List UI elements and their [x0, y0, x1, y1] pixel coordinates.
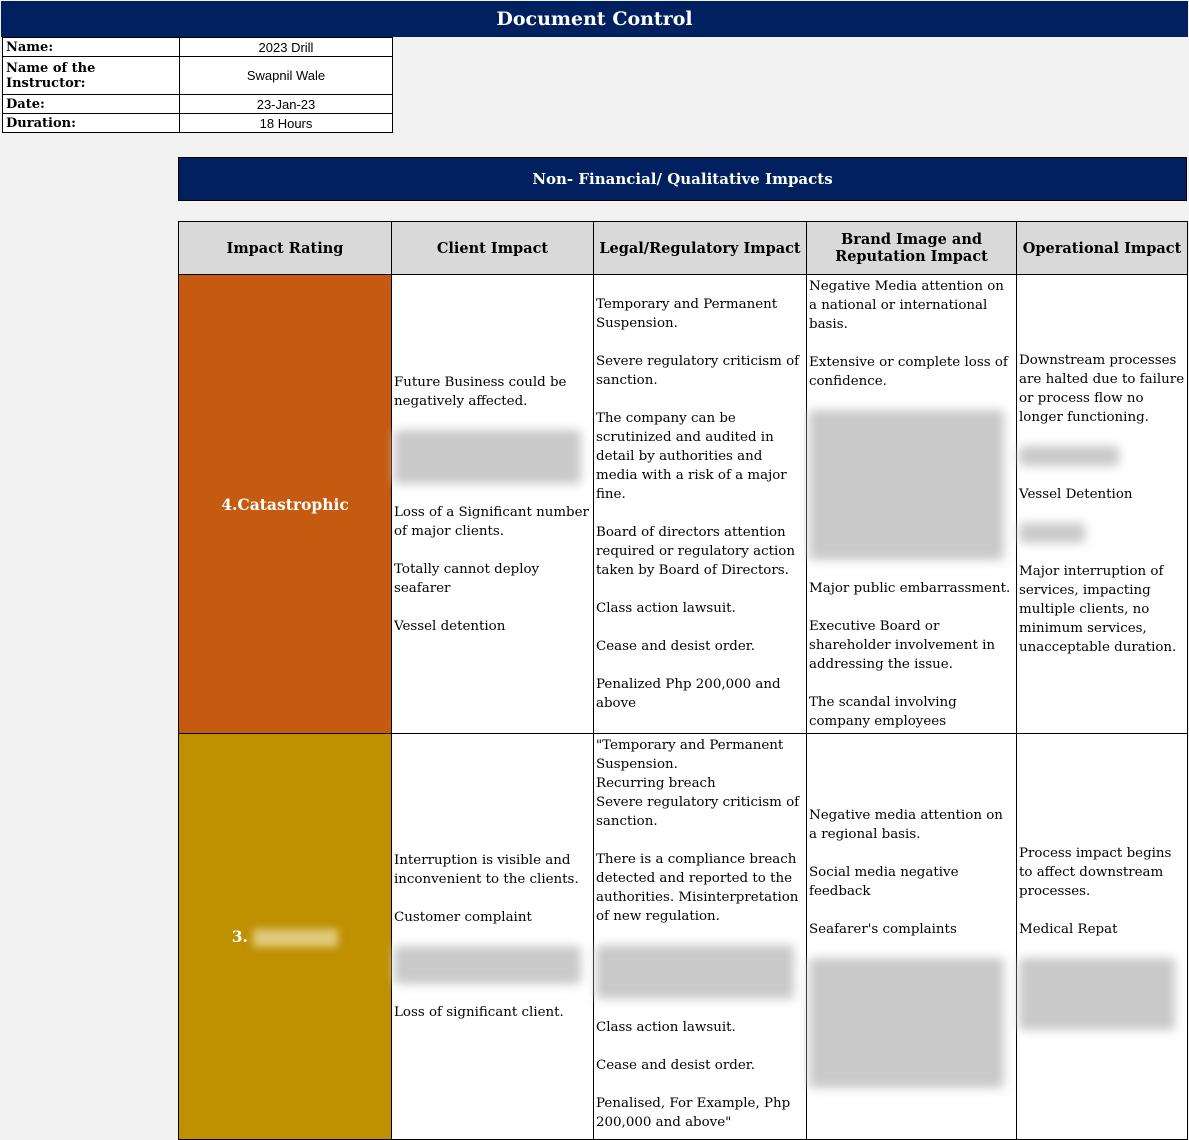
impact-text: Vessel detention	[394, 618, 506, 634]
redacted-text	[1019, 523, 1085, 543]
document-control-banner	[1, 1, 1188, 37]
impact-text: Process impact begins to affect downstream processes.	[1019, 846, 1172, 899]
info-label: Duration:	[3, 114, 180, 133]
impact-text: Downstream processes are halted due to failure or process flow no longer functioning.	[1019, 353, 1185, 425]
operational-impact-cell	[1017, 275, 1188, 734]
header-client-impact: Client Impact	[392, 222, 594, 275]
rating-cell	[179, 275, 392, 734]
impact-text: Major public embarrassment.	[809, 581, 1011, 596]
impact-text: Negative Media attention on a national or international basis.	[809, 279, 1004, 332]
redacted-text	[1019, 958, 1175, 1030]
header-impact-rating: Impact Rating	[179, 222, 392, 275]
header-brand-impact: Brand Image and Reputation Impact	[807, 222, 1017, 275]
info-label: Name:	[3, 38, 180, 57]
impact-text: Class action lawsuit.	[596, 1020, 736, 1035]
legal-impact-cell	[594, 275, 807, 734]
info-value: 18 Hours	[180, 114, 393, 133]
impact-text: Penalized Php 200,000 and above	[596, 677, 781, 711]
impact-text: Future Business could be negatively affected.	[394, 374, 567, 409]
section-title: Non- Financial/ Qualitative Impacts	[532, 170, 833, 188]
rating-cell	[179, 734, 392, 1140]
info-row	[3, 95, 393, 114]
section-header	[178, 157, 1187, 201]
impact-text: Penalised, For Example, Php 200,000 and above"	[596, 1096, 791, 1130]
impact-text: Cease and desist order.	[596, 1058, 755, 1073]
impact-text: There is a compliance breach detected and reported to the authorities. Misinterpretation of new regulation.	[596, 852, 799, 924]
impact-text: Board of directors attention required or regulatory action taken by Board of Directors.	[596, 525, 795, 578]
document-info-table	[2, 37, 393, 133]
impact-text: The scandal involving company employees	[809, 695, 957, 729]
redacted-text	[1019, 446, 1119, 466]
brand-impact-cell	[807, 275, 1017, 734]
impact-text: Customer complaint	[394, 910, 532, 925]
legal-impact-cell	[594, 734, 807, 1140]
redacted-text	[596, 945, 794, 999]
redacted-text	[394, 430, 581, 484]
impact-text: Interruption is visible and inconvenient to the clients.	[394, 853, 579, 887]
impact-text: Severe regulatory criticism of sanction.	[596, 795, 800, 829]
info-value: 23-Jan-23	[180, 95, 393, 114]
impact-text: Vessel Detention	[1019, 487, 1133, 502]
redacted-text	[809, 958, 1004, 1088]
client-impact-cell	[392, 734, 594, 1140]
impact-text: Extensive or complete loss of confidence.	[809, 355, 1008, 389]
impact-text: Loss of significant client.	[394, 1005, 564, 1020]
info-label: Date:	[3, 95, 180, 114]
impact-text: Totally cannot deploy seafarer	[394, 561, 540, 596]
impact-text: Cease and desist order.	[596, 639, 755, 654]
redacted-text	[253, 929, 338, 947]
header-operational-impact: Operational Impact	[1017, 222, 1188, 275]
impact-text: Class action lawsuit.	[596, 601, 736, 616]
info-value: 2023 Drill	[180, 38, 393, 57]
impact-matrix	[178, 221, 1188, 1140]
header-legal-impact: Legal/Regulatory Impact	[594, 222, 807, 275]
redacted-text	[809, 410, 1004, 560]
impact-text: Loss of a Significant number of major clients.	[394, 504, 589, 539]
impact-row-significant	[179, 734, 1188, 1140]
impact-text: Major interruption of services, impacting multiple clients, no minimum services, unacceptable duration.	[1019, 564, 1177, 655]
impact-text: Executive Board or shareholder involvement in addressing the issue.	[809, 619, 996, 672]
info-value: Swapnil Wale	[180, 57, 393, 95]
operational-impact-cell	[1017, 734, 1188, 1140]
impact-text: Severe regulatory criticism of sanction.	[596, 354, 800, 388]
impact-text: "Temporary and Permanent Suspension.	[596, 738, 784, 772]
impact-text: Recurring breach	[596, 776, 716, 791]
impact-text: Medical Repat	[1019, 922, 1118, 937]
impact-text: Negative media attention on a regional basis.	[809, 808, 1003, 842]
info-label: Name of the Instructor:	[3, 57, 180, 95]
impact-text: Temporary and Permanent Suspension.	[596, 297, 778, 331]
info-row	[3, 38, 393, 57]
document-title: Document Control	[496, 8, 693, 30]
rating-label: 3.	[231, 926, 248, 946]
header-row	[179, 222, 1188, 275]
impact-row-catastrophic	[179, 275, 1188, 734]
client-impact-cell	[392, 275, 594, 734]
redacted-text	[394, 946, 581, 984]
info-row	[3, 57, 393, 95]
impact-text: Social media negative feedback	[809, 865, 959, 899]
impact-text: The company can be scrutinized and audited in detail by authorities and media with a risk of a major fine.	[596, 411, 787, 502]
impact-text: Seafarer's complaints	[809, 922, 957, 937]
info-row	[3, 114, 393, 133]
brand-impact-cell	[807, 734, 1017, 1140]
rating-label: 4.Catastrophic	[221, 494, 349, 514]
